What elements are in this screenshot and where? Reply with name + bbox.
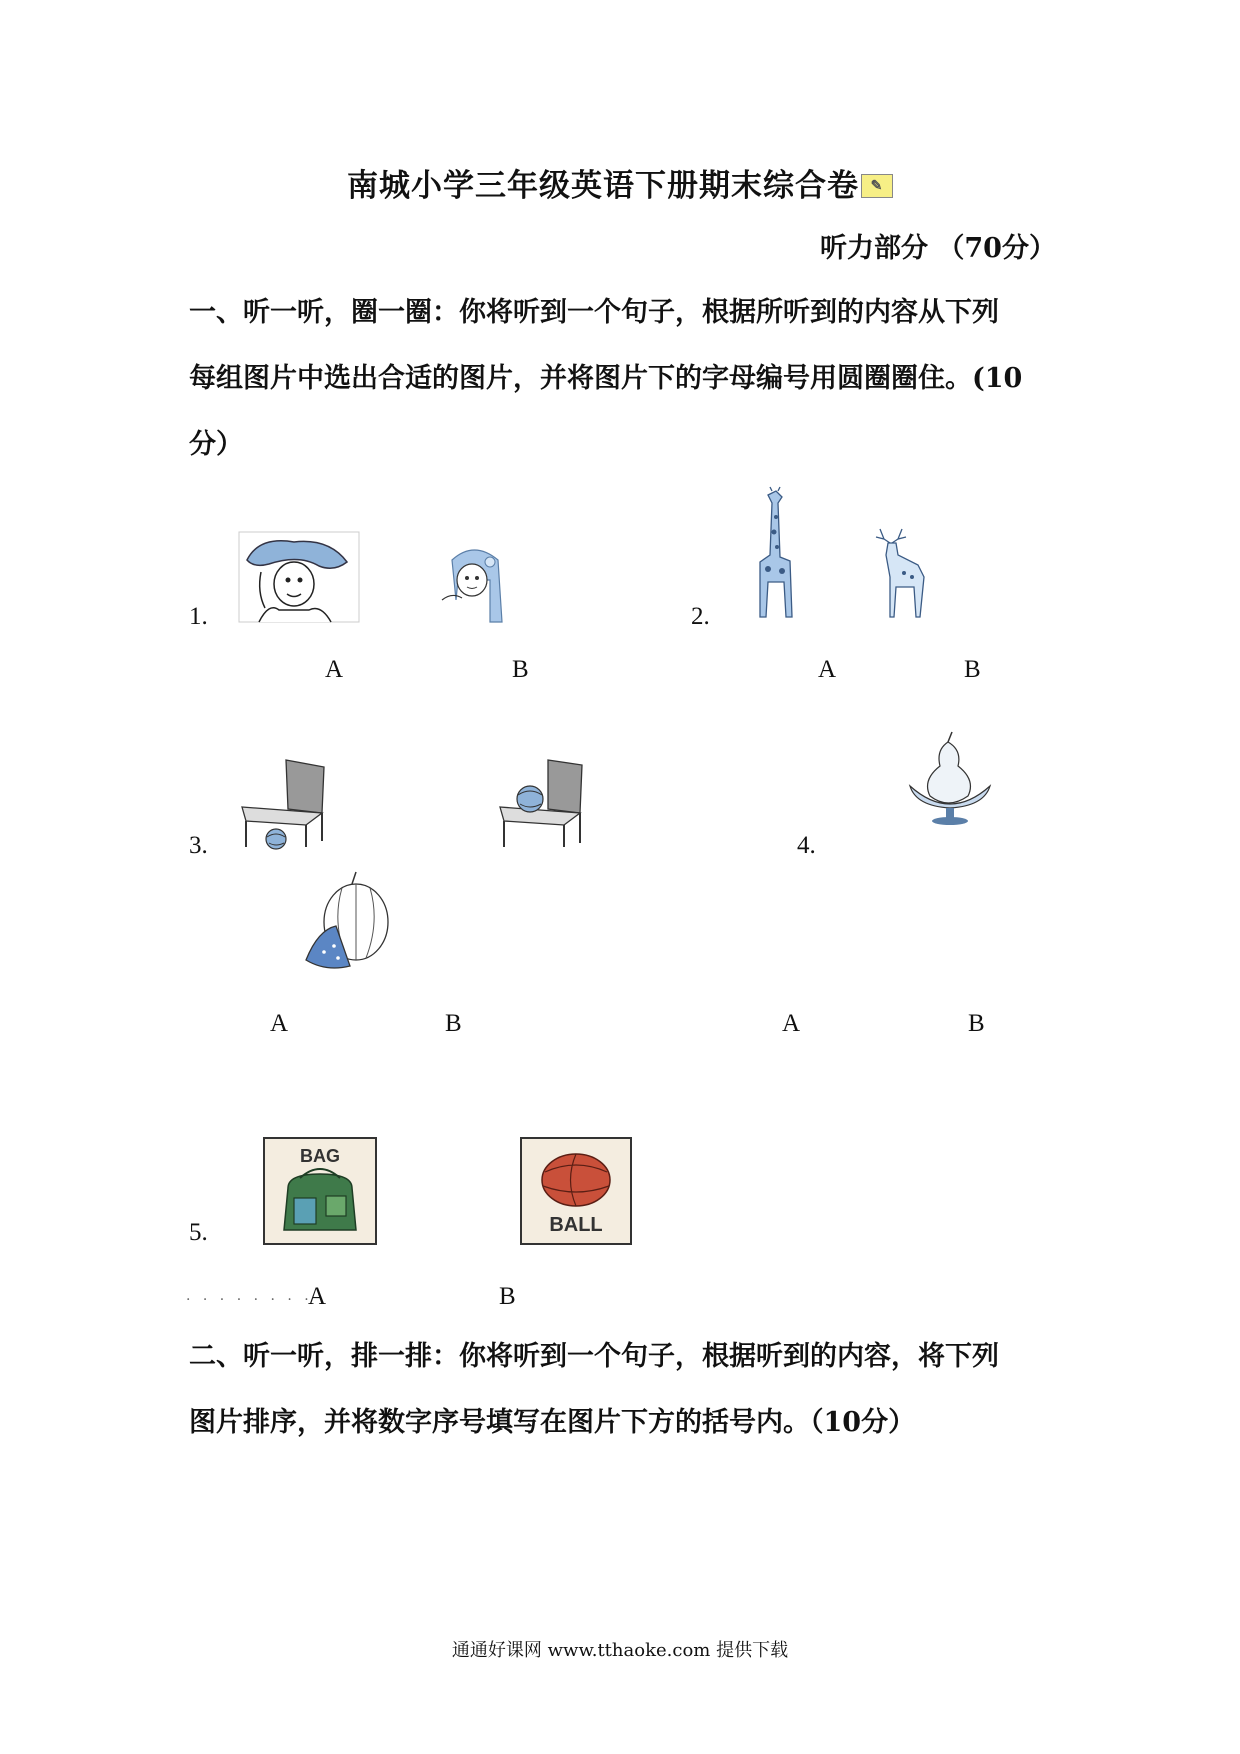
- dotted-leader: · · · · · · · ·: [186, 1292, 313, 1308]
- question-4-option-a[interactable]: A: [782, 1010, 801, 1037]
- question-3-number: 3.: [189, 832, 208, 859]
- question-1-option-a[interactable]: A: [325, 656, 344, 683]
- section1-line3: 分）: [189, 429, 243, 460]
- question-2-number: 2.: [691, 603, 710, 630]
- section1-line2: 每组图片中选出合适的图片，并将图片下的字母编号用圆圈圈住。(10: [189, 363, 1023, 394]
- section2-line2: 图片排序，并将数字序号填写在图片下方的括号内。（10分）: [189, 1407, 916, 1438]
- question-4-option-b[interactable]: B: [968, 1010, 985, 1037]
- section2-line1: 二、听一听，排一排：你将听到一个句子，根据听到的内容，将下列: [189, 1341, 999, 1372]
- deer-image: [866, 525, 936, 620]
- section1-instructions: [189, 280, 1069, 478]
- watermelon-image: [302, 870, 394, 975]
- question-2-option-a[interactable]: A: [818, 656, 837, 683]
- question-4-number: 4.: [797, 832, 816, 859]
- question-1-number: 1.: [189, 603, 208, 630]
- question-3-option-b[interactable]: B: [445, 1010, 462, 1037]
- bag-image: [264, 1138, 376, 1244]
- girl-with-hat-image: [239, 532, 359, 622]
- question-5-option-a[interactable]: A: [308, 1283, 327, 1310]
- question-5-option-b[interactable]: B: [499, 1283, 516, 1310]
- pear-image: [902, 730, 997, 830]
- bag-label: BAG: [300, 1146, 340, 1166]
- section1-line1: 一、听一听，圈一圈：你将听到一个句子，根据所听到的内容从下列: [189, 297, 999, 328]
- listening-section-heading: 听力部分 （70分）: [820, 233, 1056, 264]
- ball-on-chair-image: [498, 757, 603, 847]
- question-3-option-a[interactable]: A: [270, 1010, 289, 1037]
- note-icon: ✎: [861, 174, 893, 198]
- ball-label: BALL: [549, 1214, 603, 1236]
- ball-image: [521, 1138, 631, 1244]
- page-title: [0, 160, 1240, 205]
- section2-instructions: [189, 1324, 1069, 1456]
- title-text: 南城小学三年级英语下册期末综合卷: [347, 168, 859, 204]
- ball-under-chair-image: [236, 755, 336, 847]
- question-1-option-b[interactable]: B: [512, 656, 529, 683]
- giraffe-image: [746, 487, 804, 622]
- girl-with-flower-image: [432, 540, 517, 622]
- question-2-option-b[interactable]: B: [964, 656, 981, 683]
- footer-source[interactable]: 通通好课网 www.tthaoke.com 提供下载: [451, 1640, 789, 1661]
- question-5-number: 5.: [189, 1219, 208, 1246]
